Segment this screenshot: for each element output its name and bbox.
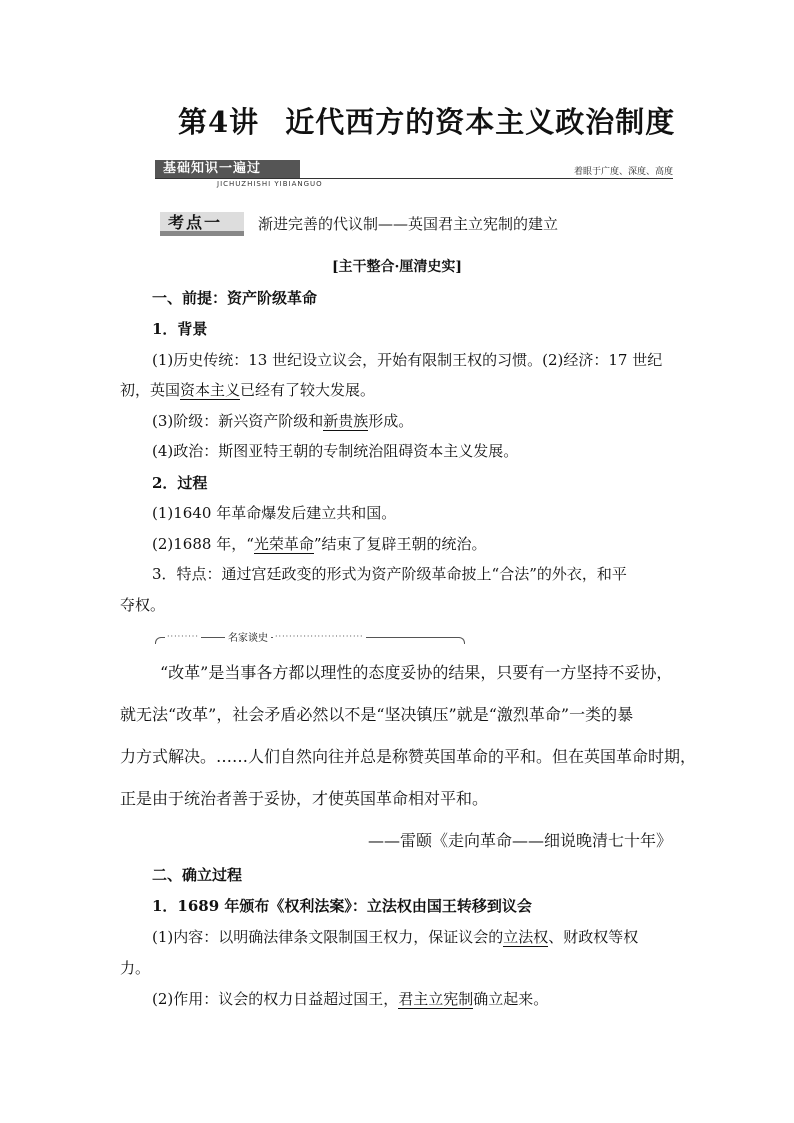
text-line: 力。 bbox=[120, 959, 151, 977]
heading-bill-of-rights: 1．1689 年颁布《权利法案》：立法权由国王转移到议会 bbox=[152, 897, 532, 915]
text-line: 3．特点：通过宫廷政变的形式为资产阶级革命披上“合法”的外衣，和平 bbox=[152, 565, 627, 583]
quote-label: 名家谈史 bbox=[225, 629, 271, 644]
quote-header bbox=[155, 630, 463, 644]
underlined-term: 新贵族 bbox=[323, 412, 369, 430]
section-label: [主干整合·厘清史实] bbox=[331, 259, 463, 275]
kaodian-badge bbox=[160, 212, 244, 236]
banner-slogan: 着眼于广度、深度、高度 bbox=[573, 167, 673, 177]
underlined-term: 立法权 bbox=[503, 928, 549, 946]
text-line: (1)内容：以明确法律条文限制国王权力，保证议会的立法权、财政权等权 bbox=[152, 928, 639, 946]
quote-line: “改革”是当事各方都以理性的态度妥协的结果，只要有一方坚持不妥协， bbox=[160, 663, 673, 682]
heading-premise: 一、前提：资产阶级革命 bbox=[152, 289, 318, 307]
lecture-title: 近代西方的资本主义政治制度 bbox=[285, 105, 676, 139]
quote-source: ——雷颐《走向革命——细说晚清七十年》 bbox=[368, 831, 673, 850]
section-banner bbox=[155, 160, 673, 186]
kaodian-title: 渐进完善的代议制——英国君主立宪制的建立 bbox=[258, 215, 559, 233]
banner-label: 基础知识一遍过 bbox=[155, 160, 300, 178]
quote-line: 正是由于统治者善于妥协，才使英国革命相对平和。 bbox=[120, 789, 489, 808]
text-line: (3)阶级：新兴资产阶级和新贵族形成。 bbox=[152, 412, 414, 430]
text-line: (1)1640 年革命爆发后建立共和国。 bbox=[152, 504, 397, 522]
quote-line: 力方式解决。……人们自然向往并总是称赞英国革命的平和。但在英国革命时期， bbox=[120, 747, 697, 766]
text-line: 初，英国资本主义已经有了较大发展。 bbox=[120, 381, 376, 399]
heading-background: 1．背景 bbox=[152, 320, 208, 338]
underlined-term: 君主立宪制 bbox=[398, 990, 474, 1008]
text-line: (2)1688 年，“光荣革命”结束了复辟王朝的统治。 bbox=[152, 535, 487, 553]
lecture-number: 第4讲 bbox=[178, 105, 260, 139]
text-line: (2)作用：议会的权力日益超过国王，君主立宪制确立起来。 bbox=[152, 990, 549, 1008]
quote-line: 就无法“改革”，社会矛盾必然以不是“坚决镇压”就是“激烈革命”一类的暴 bbox=[120, 705, 634, 724]
underlined-term: 资本主义 bbox=[180, 381, 241, 399]
text-line: (4)政治：斯图亚特王朝的专制统治阻碍资本主义发展。 bbox=[152, 442, 519, 460]
page-title bbox=[178, 100, 675, 141]
quote-dots: ························· bbox=[275, 632, 364, 641]
text-line: 夺权。 bbox=[120, 596, 166, 614]
banner-rule bbox=[155, 178, 673, 179]
underlined-term: 光荣革命 bbox=[253, 535, 314, 553]
kaodian-label: 考点一 bbox=[168, 213, 223, 232]
heading-process: 2．过程 bbox=[152, 474, 208, 492]
heading-establishment: 二、确立过程 bbox=[152, 866, 243, 884]
banner-pinyin: JICHUZHISHI YIBIANGUO bbox=[217, 180, 323, 188]
text-line: (1)历史传统：13 世纪设立议会，开始有限制王权的习惯。(2)经济：17 世纪 bbox=[152, 351, 663, 369]
quote-dots: ········· bbox=[167, 632, 199, 641]
